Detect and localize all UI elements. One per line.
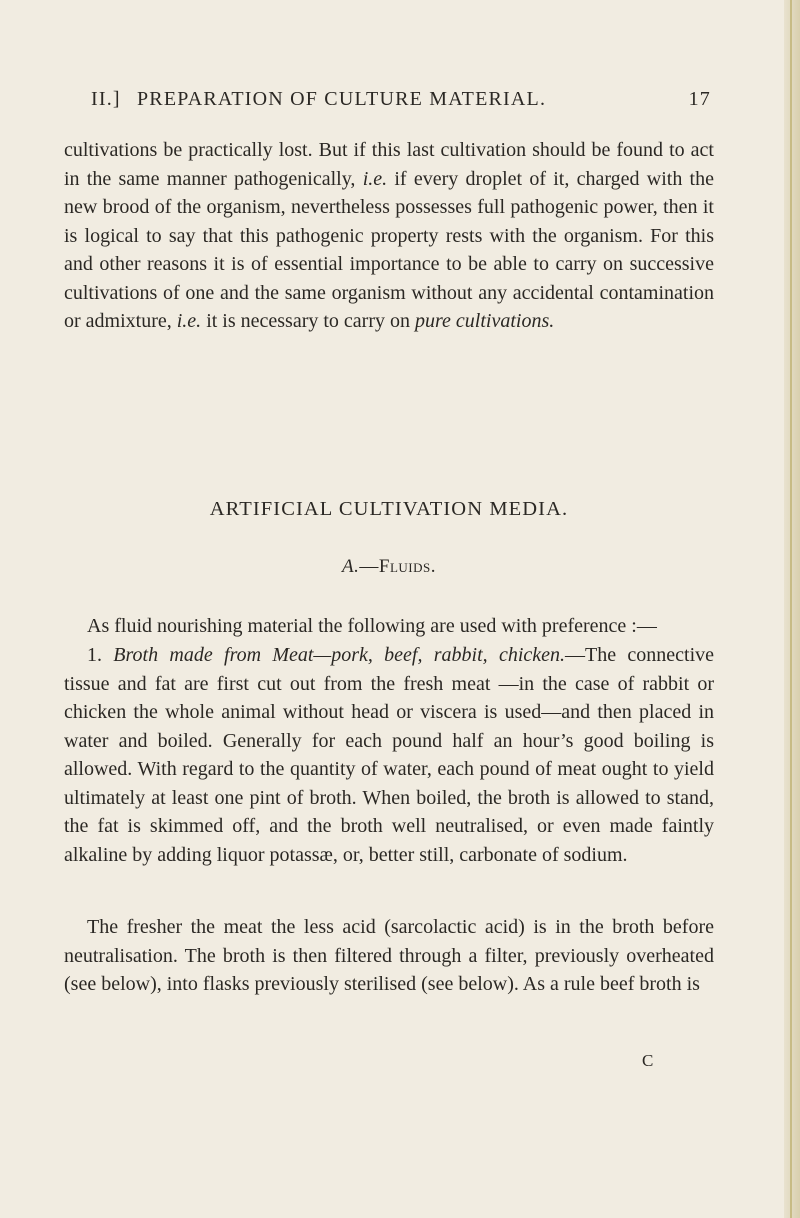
running-head xyxy=(91,88,711,111)
fluids-intro-paragraph: As fluid nourishing material the following are used with preference :— xyxy=(87,615,657,637)
intro-ie-2: i.e. xyxy=(176,310,202,332)
item-dash: — xyxy=(565,644,586,666)
item-number: 1. xyxy=(87,644,114,666)
intro-text-2: if every droplet of it, charged with the new brood of the organism, nevertheless possesses full pathogenic power, then it is logical to say that this pathogenic property rests with the organism. For this and other reasons it is of essential importance to be able to carry on successive cultivations of one and the same organism without any accidental contamination or admixture, xyxy=(64,167,714,332)
intro-ie-1: i.e. xyxy=(362,167,388,190)
intro-paragraph xyxy=(64,136,714,336)
subsection-dash: — xyxy=(359,556,379,577)
subsection-title: Fluids. xyxy=(378,556,436,577)
pure-cultivations: pure cultivations. xyxy=(415,310,555,332)
subsection-letter: A. xyxy=(342,556,360,577)
running-title: PREPARATION OF CULTURE MATERIAL. xyxy=(136,88,547,110)
intro-text-1: cultivations be practically lost. But if this last cultivation should be found to act in the same manner pathogenically, xyxy=(64,139,714,190)
chapter-number: II.] xyxy=(91,88,121,110)
item-text: The connective tissue and fat are first cut out from the fresh meat —in the case of rabbit or chicken the whole animal without head or viscera is used—and then placed in water and boiled. Generally for each pound half an hour’s good boiling is allowed. With regard to the quantity of water, each pound of meat ought to yield ultimately at least one pint of broth. When boiled, the broth is allowed to stand, the fat is skimmed off, and the broth well neutralised, or even made faintly alkaline by adding liquor potassæ, or, better still, carbonate of sodium. xyxy=(64,644,715,866)
page-number: 17 xyxy=(688,88,711,110)
page-edge-line xyxy=(790,0,792,1218)
signature-mark: C xyxy=(642,1051,654,1070)
page-edge xyxy=(784,0,800,1218)
item-title: Broth made from Meat—pork, beef, rabbit, chicken. xyxy=(113,644,566,666)
section-heading: ARTIFICIAL CULTIVATION MEDIA. xyxy=(209,498,569,520)
intro-text-3: it is necessary to carry on xyxy=(201,310,416,332)
broth-paragraph xyxy=(64,641,714,869)
subsection-heading xyxy=(64,556,714,578)
broth-continuation-paragraph: The fresher the meat the less acid (sarcolactic acid) is in the broth before neutralisation. The broth is then filtered through a filter, previously overheated (see below), into flasks previously sterilised (see below). As a rule beef broth is xyxy=(64,916,714,995)
